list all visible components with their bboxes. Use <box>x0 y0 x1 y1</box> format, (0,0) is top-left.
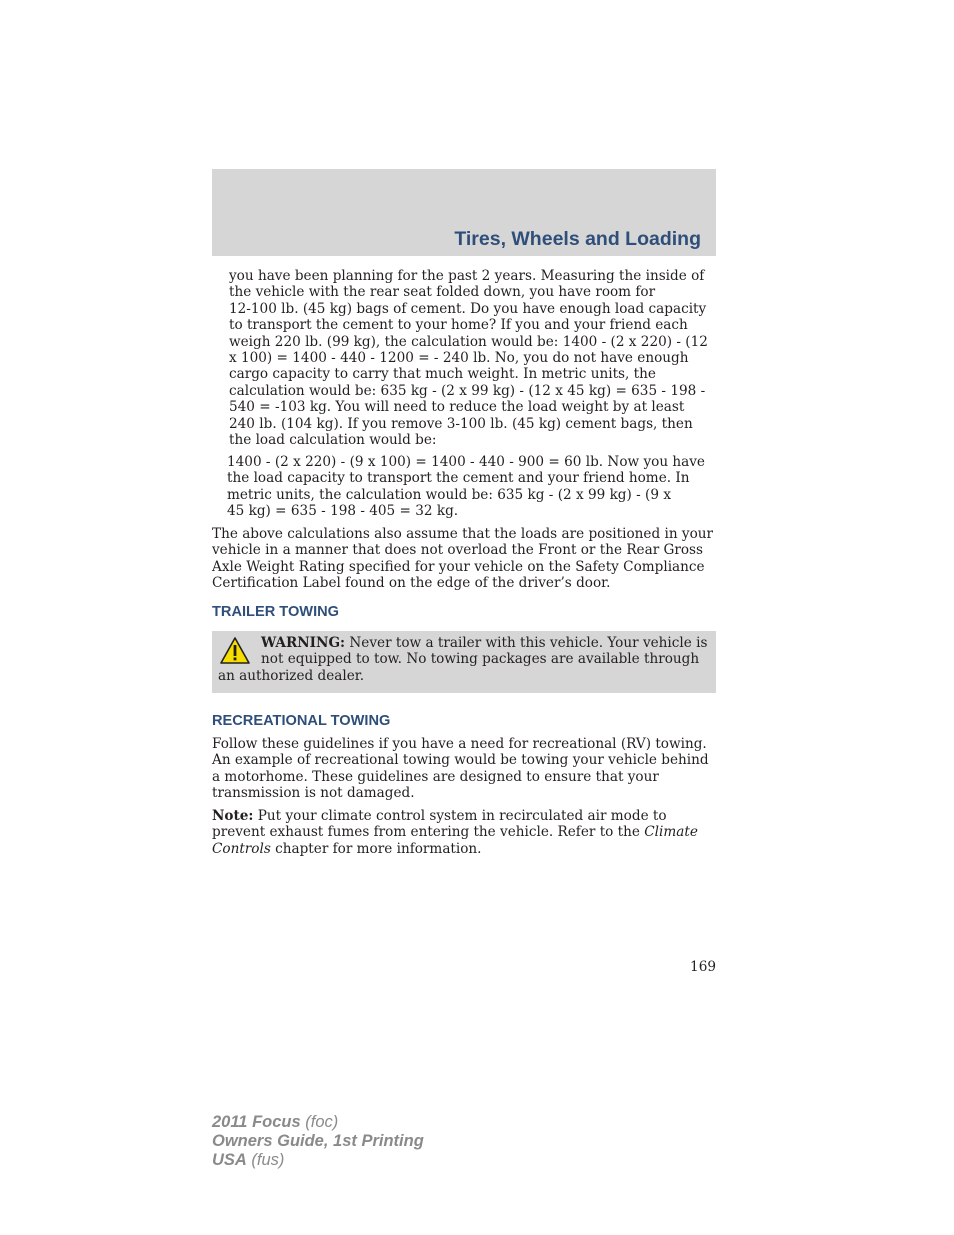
climate-controls-reference: Controls <box>212 840 271 857</box>
text-line: x 100) = 1400 - 440 - 1200 = - 240 lb. No, you do not have enough <box>229 350 689 367</box>
text-line: The above calculations also assume that the loads are positioned in your <box>212 526 714 542</box>
note-text: Put your climate control system in recirculated air mode to <box>253 808 667 824</box>
text-line: 240 lb. (104 kg). If you remove 3-100 lb. (45 kg) cement bags, then <box>229 415 693 432</box>
page-number: 169 <box>690 959 716 975</box>
footer-code: (fus) <box>246 1151 285 1169</box>
note-text: chapter for more information. <box>270 840 482 857</box>
text-line: a motorhome. These guidelines are designed to ensure that your <box>212 768 659 785</box>
text-line: you have been planning for the past 2 years. Measuring the inside of <box>229 268 705 284</box>
text-line: metric units, the calculation would be: 635 kg - (2 x 99 kg) - (9 x <box>227 486 671 503</box>
text-line: to transport the cement to your home? If you and your friend each <box>229 317 688 334</box>
footer-edition: Owners Guide, 1st Printing <box>212 1132 424 1150</box>
document-footer <box>212 1113 424 1170</box>
text-line: the load calculation would be: <box>229 432 437 449</box>
text-line: the vehicle with the rear seat folded down, you have room for <box>229 284 656 301</box>
note-paragraph <box>212 808 722 857</box>
assumption-paragraph <box>212 526 722 592</box>
section-title: Tires, Wheels and Loading <box>454 228 701 250</box>
example-result-paragraph <box>227 454 727 520</box>
footer-model: 2011 Focus <box>212 1113 301 1131</box>
example-step-paragraph <box>229 268 729 448</box>
text-line: calculation would be: 635 kg - (2 x 99 kg) - (12 x 45 kg) = 635 - 198 - <box>229 382 706 399</box>
text-line: 12-100 lb. (45 kg) bags of cement. Do you have enough load capacity <box>229 300 707 317</box>
text-line: the load capacity to transport the cement and your friend home. In <box>227 470 690 487</box>
text-line: Certification Label found on the edge of the driver’s door. <box>212 575 611 592</box>
footer-code: (foc) <box>300 1113 339 1131</box>
warning-label: WARNING: <box>261 635 346 651</box>
recreational-intro-paragraph <box>212 736 722 802</box>
trailer-towing-heading: TRAILER TOWING <box>212 604 340 620</box>
warning-line: not equipped to tow. No towing packages are available through <box>261 651 700 668</box>
text-line: weigh 220 lb. (99 kg), the calculation would be: 1400 - (2 x 220) - (12 <box>229 333 708 350</box>
section-header-bar <box>212 169 716 256</box>
text-line: 45 kg) = 635 - 198 - 405 = 32 kg. <box>227 503 459 520</box>
text-line: An example of recreational towing would be towing your vehicle behind <box>212 752 709 769</box>
recreational-towing-heading: RECREATIONAL TOWING <box>212 713 391 729</box>
warning-box <box>212 631 716 693</box>
warning-text <box>218 635 708 684</box>
text-line: Axle Weight Rating specified for your vehicle on the Safety Compliance <box>212 558 705 575</box>
note-label: Note: <box>212 808 254 824</box>
text-line: cargo capacity to carry that much weight. In metric units, the <box>229 366 656 383</box>
note-text: prevent exhaust fumes from entering the vehicle. Refer to the <box>212 824 645 841</box>
footer-market: USA <box>212 1151 247 1169</box>
climate-controls-reference: Climate <box>644 824 698 841</box>
text-line: 540 = -103 kg. You will need to reduce the load weight by at least <box>229 399 685 416</box>
text-line: 1400 - (2 x 220) - (9 x 100) = 1400 - 440 - 900 = 60 lb. Now you have <box>227 454 705 470</box>
text-line: vehicle in a manner that does not overload the Front or the Rear Gross <box>212 542 704 559</box>
warning-line: an authorized dealer. <box>218 667 365 684</box>
text-line: transmission is not damaged. <box>212 785 415 802</box>
warning-line: Never tow a trailer with this vehicle. Your vehicle is <box>345 635 708 651</box>
text-line: Follow these guidelines if you have a need for recreational (RV) towing. <box>212 736 707 752</box>
